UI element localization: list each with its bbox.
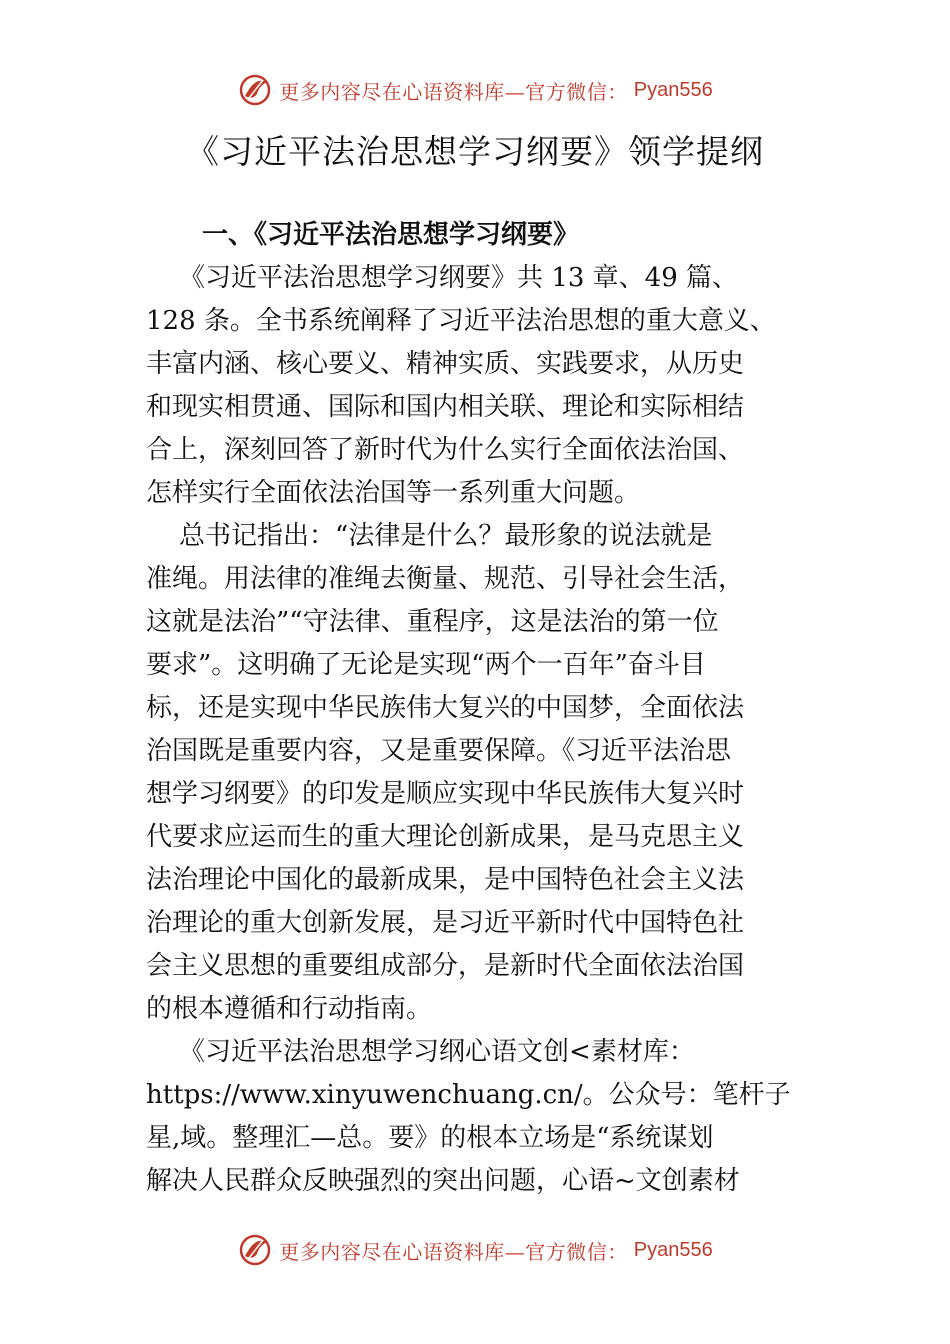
- document-title: 《习近平法治思想学习纲要》领学提纲: [186, 132, 764, 171]
- paragraph-line: 的根本遵循和行动指南。: [146, 994, 433, 1024]
- footer-watermark-id: Pyan556: [633, 1238, 713, 1261]
- brand-logo-icon: [237, 72, 273, 108]
- paragraph-line: 《习近平法治思想学习纲心语文创<素材库：: [146, 1037, 695, 1067]
- paragraph-line: 治理论的重大创新发展，是习近平新时代中国特色社: [146, 908, 745, 938]
- footer-watermark: [0, 1232, 950, 1268]
- paragraph-line: 怎样实行全面依法治国等一系列重大问题。: [146, 478, 641, 508]
- paragraph-line: 会主义思想的重要组成部分，是新时代全面依法治国: [146, 951, 745, 981]
- header-watermark-text: 更多内容尽在心语资料库—官方微信：: [279, 79, 628, 104]
- paragraph-line: 治国既是重要内容，又是重要保障。《习近平法治思: [146, 736, 732, 766]
- paragraph-line: 星,域。整理汇—总。要》的根本立场是“系统谋划: [146, 1123, 714, 1153]
- paragraph-line: 128 条。全书系统阐释了习近平法治思想的重大意义、: [146, 306, 776, 336]
- document-body: [146, 214, 808, 1203]
- paragraph-line: 想学习纲要》的印发是顺应实现中华民族伟大复兴时: [146, 779, 745, 809]
- paragraph-line: 标，还是实现中华民族伟大复兴的中国梦，全面依法: [146, 693, 745, 723]
- brand-logo-icon: [237, 1232, 273, 1268]
- paragraph-block: [146, 257, 808, 1203]
- paragraph-line: 代要求应运而生的重大理论创新成果，是马克思主义: [146, 822, 745, 852]
- header-watermark: [0, 72, 950, 108]
- paragraph-line: https://www.xinyuwenchuang.cn/。公众号：笔杆子: [146, 1080, 791, 1110]
- paragraph-line: 《习近平法治思想学习纲要》共 13 章、49 篇、: [146, 263, 739, 293]
- paragraph-line: 要求”。这明确了无论是实现“两个一百年”奋斗目: [146, 650, 706, 680]
- footer-watermark-text: 更多内容尽在心语资料库—官方微信：: [279, 1239, 628, 1264]
- paragraph-line: 总书记指出：“法律是什么？最形象的说法就是: [146, 521, 713, 551]
- paragraph-line: 这就是法治”“守法律、重程序，这是法治的第一位: [146, 607, 719, 637]
- paragraph-line: 和现实相贯通、国际和国内相关联、理论和实际相结: [146, 392, 745, 422]
- header-watermark-id: Pyan556: [633, 78, 713, 101]
- paragraph-line: 法治理论中国化的最新成果，是中国特色社会主义法: [146, 865, 745, 895]
- paragraph-line: 解决人民群众反映强烈的突出问题，心语~文创素材: [146, 1166, 740, 1196]
- section-heading: 一、《习近平法治思想学习纲要》: [202, 220, 580, 250]
- paragraph-line: 合上，深刻回答了新时代为什么实行全面依法治国、: [146, 435, 745, 465]
- paragraph-line: 丰富内涵、核心要义、精神实质、实践要求，从历史: [146, 349, 745, 379]
- paragraph-line: 准绳。用法律的准绳去衡量、规范、引导社会生活，: [146, 564, 745, 594]
